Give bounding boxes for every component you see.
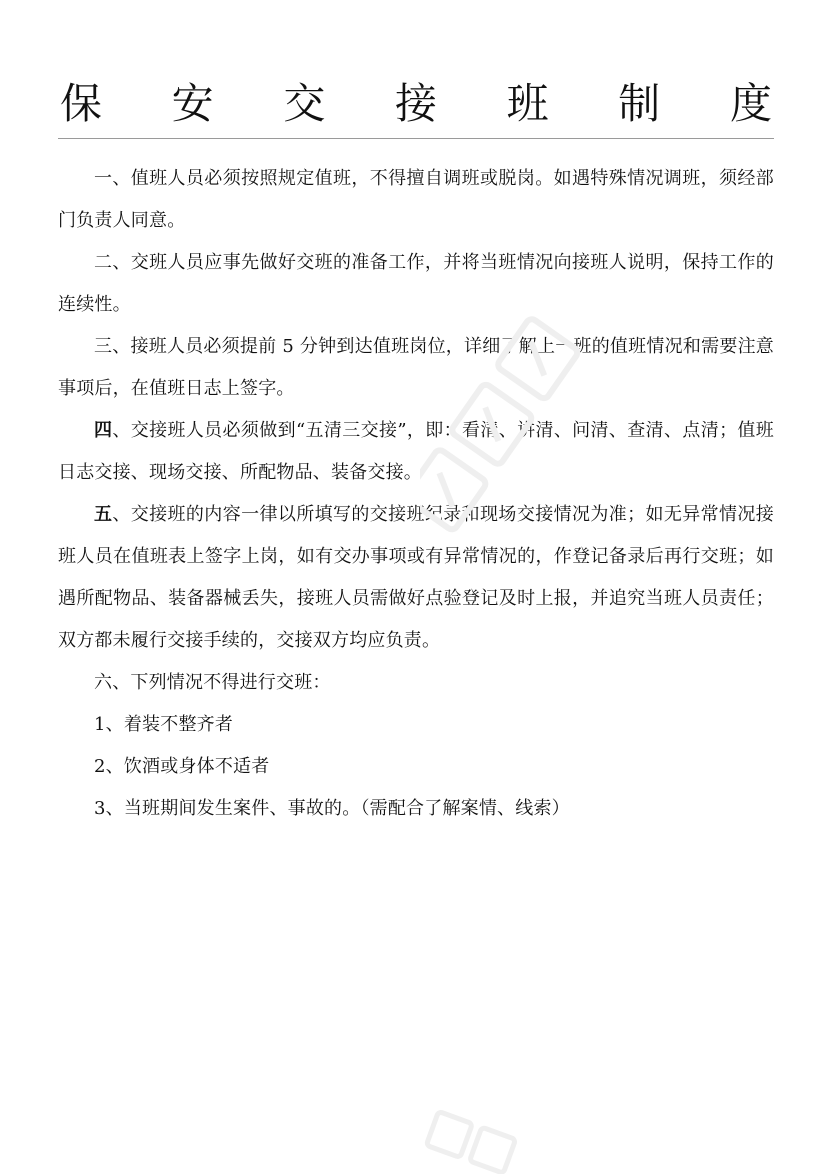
paragraph-lead: 二 — [94, 252, 113, 273]
paragraph-3 — [58, 326, 774, 410]
title-char: 接 — [394, 79, 437, 128]
title-char: 安 — [171, 79, 214, 128]
title-divider — [58, 138, 774, 139]
paragraph-text: 、交接班的内容一律以所填写的交接班纪录和现场交接情况为准；如无异常情况接班人员在值班表上签字上岗，如有交办事项或有异常情况的，作登记备录后再行交班；如遇所配物品、装备器械丢失，接班人员需做好点验登记及时上报，并追究当班人员责任；双方都未履行交接手续的，交接双方均应负责。 — [58, 504, 774, 651]
list-item-1 — [58, 704, 774, 746]
paragraph-2 — [58, 242, 774, 326]
title-char: 交 — [283, 79, 326, 128]
document-title — [60, 72, 772, 136]
paragraph-4 — [58, 410, 774, 494]
list-item-number: 1 — [94, 714, 106, 735]
list-item-text: 、着装不整齐者 — [105, 714, 234, 735]
paragraph-lead: 四 — [94, 420, 113, 441]
paragraph-lead: 五 — [94, 504, 113, 525]
paragraph-1 — [58, 158, 774, 242]
list-item-number: 3 — [94, 798, 106, 819]
paragraph-6 — [58, 662, 774, 704]
list-item-text: 、饮酒或身体不适者 — [105, 756, 270, 777]
paragraph-text: 、下列情况不得进行交班： — [112, 672, 331, 693]
list-item-3 — [58, 788, 774, 830]
paragraph-text: 、交班人员应事先做好交班的准备工作，并将当班情况向接班人说明，保持工作的连续性。 — [58, 252, 774, 315]
list-item-2 — [58, 746, 774, 788]
list-item-number: 2 — [94, 756, 106, 777]
paragraph-5 — [58, 494, 774, 662]
paragraph-lead: 三 — [94, 336, 113, 357]
list-item-text: 、当班期间发生案件、事故的。（需配合了解案情、线索） — [105, 798, 570, 819]
paragraph-text: 、交接班人员必须做到“五清三交接”，即：看清、讲清、问清、查清、点清；值班日志交接、现场交接、所配物品、装备交接。 — [58, 420, 774, 483]
title-char: 保 — [60, 79, 103, 128]
title-char: 度 — [729, 79, 772, 128]
paragraph-text: 、接班人员必须提前 5 分钟到达值班岗位，详细了解上一班的值班情况和需要注意事项后，在值班日志上签字。 — [58, 336, 775, 399]
paragraph-text: 、值班人员必须按照规定值班，不得擅自调班或脱岗。如遇特殊情况调班，须经部门负责人同意。 — [58, 168, 774, 231]
paragraph-lead: 六 — [94, 672, 113, 693]
title-char: 班 — [506, 79, 549, 128]
document-body — [58, 158, 774, 830]
watermark-graphic-bottom — [400, 1110, 540, 1174]
title-char: 制 — [618, 79, 661, 128]
paragraph-lead: 一 — [94, 168, 113, 189]
